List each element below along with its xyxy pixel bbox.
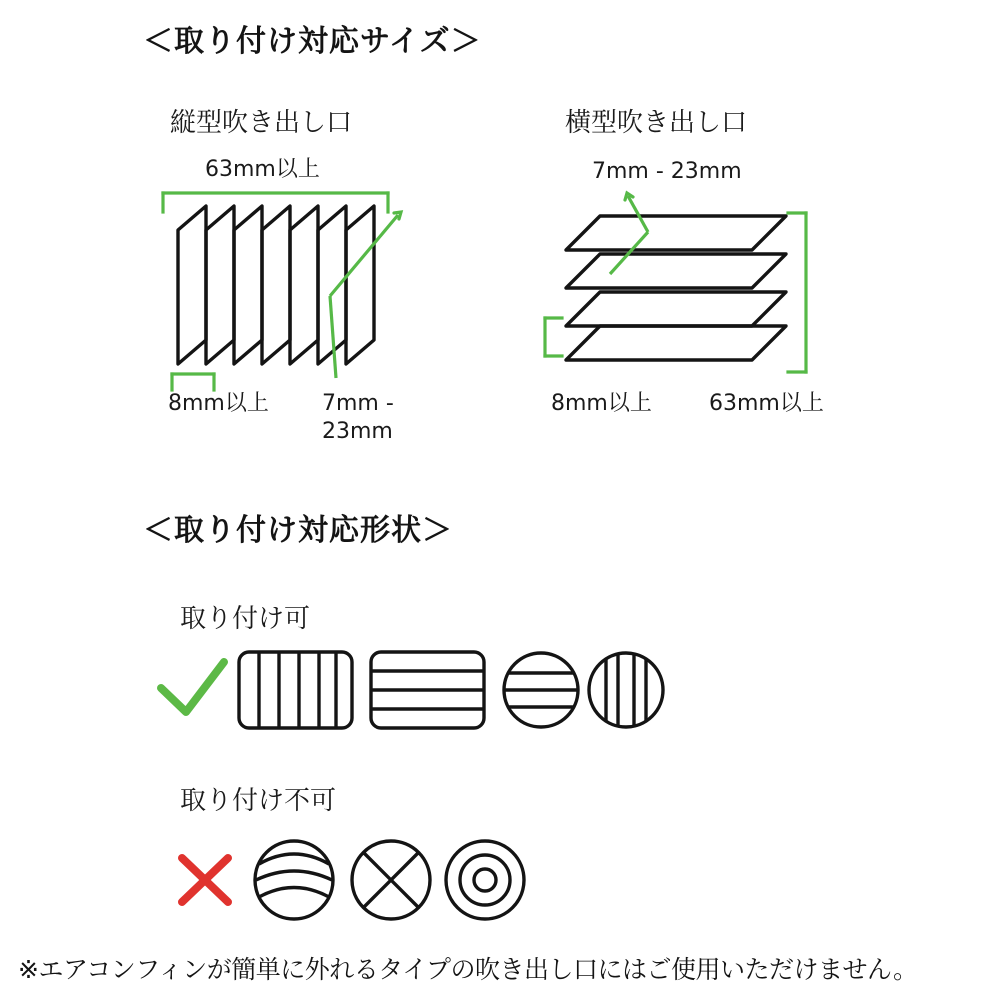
ng-shape-circle-concentric-rings xyxy=(446,841,524,919)
ng-shape-circle-x-cross xyxy=(352,841,430,919)
horizontal-pitch-bracket xyxy=(545,318,562,356)
dimension-label-horizontal-pitch: 8mm以上 xyxy=(551,391,652,416)
section-title-size: ＜取り付け対応サイズ＞ xyxy=(143,24,482,59)
dimension-label-horizontal-depth: 7mm - 23mm xyxy=(592,159,742,184)
dimension-label-vertical-pitch: 8mm以上 xyxy=(168,391,269,416)
ok-shape-rect-horizontal-slats xyxy=(371,652,484,728)
ok-shape-rect-vertical-slats xyxy=(239,652,352,728)
horizontal-vent-illustration xyxy=(566,216,786,360)
check-icon xyxy=(161,662,224,712)
vertical-vent-illustration xyxy=(178,206,374,364)
dimension-label-vertical-width: 63mm以上 xyxy=(205,157,320,182)
ok-shape-circle-vertical-slats xyxy=(589,653,663,727)
dimension-label-horizontal-height: 63mm以上 xyxy=(709,391,824,416)
horizontal-height-bracket xyxy=(788,213,806,372)
ng-shape-circle-curved-slats xyxy=(255,841,333,919)
horizontal-depth-leader xyxy=(610,193,648,274)
cross-icon xyxy=(182,858,228,902)
vertical-depth-leader xyxy=(330,212,401,378)
dimension-label-vertical-depth: 7mm - 23mm xyxy=(322,391,394,444)
vertical-pitch-bracket xyxy=(172,374,214,390)
vertical-width-bracket xyxy=(163,193,388,212)
subheading-horizontal-vent: 横型吹き出し口 xyxy=(565,108,748,138)
ok-shape-circle-horizontal-slats xyxy=(504,653,578,727)
shape-group-label-ng: 取り付け不可 xyxy=(180,786,337,816)
section-title-shape: ＜取り付け対応形状＞ xyxy=(143,513,453,548)
shape-group-label-ok: 取り付け可 xyxy=(180,604,311,634)
subheading-vertical-vent: 縦型吹き出し口 xyxy=(170,108,353,138)
footnote-text: ※エアコンフィンが簡単に外れるタイプの吹き出し口にはご使用いただけません。 xyxy=(18,955,918,984)
